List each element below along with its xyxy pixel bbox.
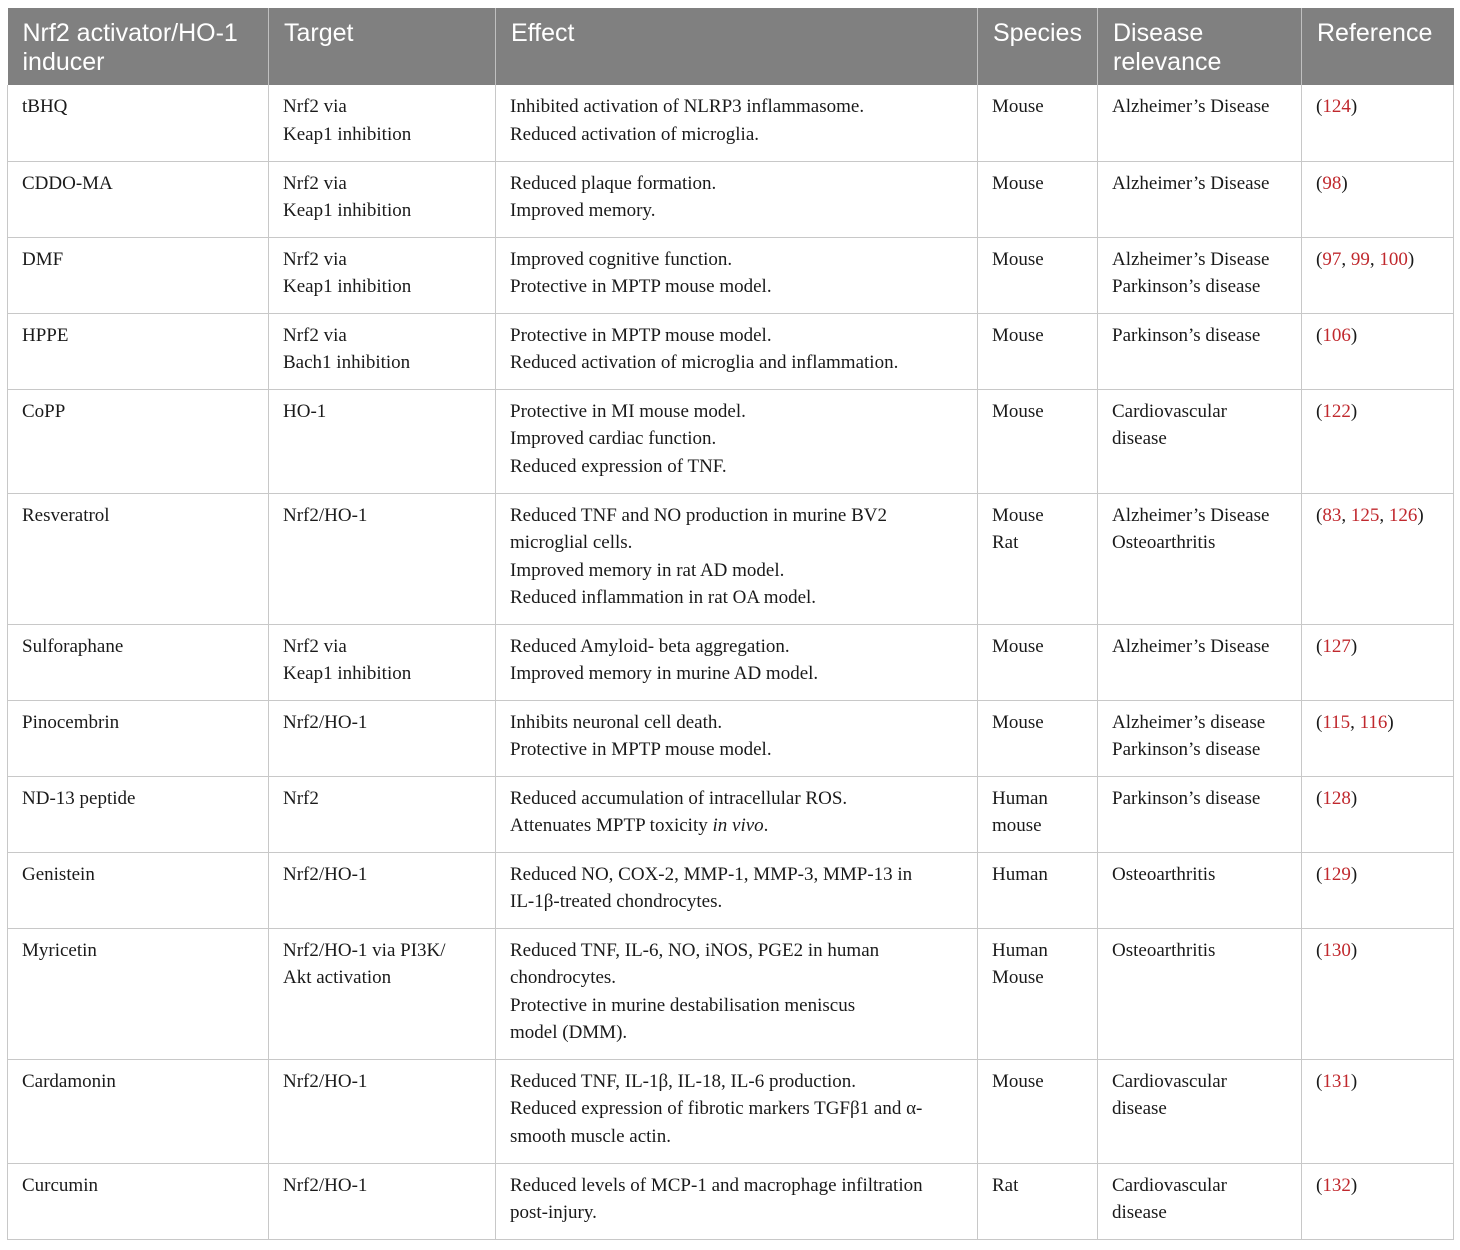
ref-close-paren: ) — [1387, 711, 1394, 733]
activator-name: Pinocembrin — [22, 711, 120, 733]
effect-cell — [496, 493, 978, 624]
ref-close-paren: ) — [1350, 635, 1358, 657]
effect-line: Protective in MPTP mouse model. — [510, 324, 772, 346]
effect-line: Improved memory in rat AD model. — [510, 559, 785, 581]
effect-line: Reduced expression of TNF. — [510, 455, 727, 477]
table-row — [8, 776, 1454, 852]
disease-cell — [1098, 161, 1302, 237]
species-line: Mouse — [992, 400, 1044, 422]
activator-cell — [8, 1163, 269, 1239]
effect-line: Protective in MPTP mouse model. — [510, 739, 772, 760]
effect-line: Inhibits neuronal cell death. — [510, 711, 723, 733]
reference-link[interactable]: 115 — [1322, 711, 1351, 733]
effect-line: chondrocytes. — [510, 967, 617, 988]
table-row — [8, 928, 1454, 1059]
reference-link[interactable]: 124 — [1322, 96, 1351, 117]
effect-cell — [496, 1059, 978, 1163]
activator-name: ND-13 peptide — [22, 787, 136, 809]
target-line: Nrf2/HO-1 — [283, 1174, 368, 1196]
target-cell — [269, 776, 496, 852]
header-reference: Reference — [1302, 8, 1454, 85]
disease-line: Cardiovascular — [1112, 400, 1228, 422]
reference-cell — [1302, 624, 1454, 700]
effect-line: Reduced activation of microglia. — [510, 123, 760, 145]
effect-line: Reduced TNF, IL-1β, IL-18, IL-6 production. — [510, 1070, 857, 1092]
disease-line: Alzheimer’s Disease — [1112, 504, 1270, 526]
target-cell — [269, 1059, 496, 1163]
target-cell — [269, 493, 496, 624]
activator-name: Curcumin — [22, 1174, 98, 1196]
reference-cell — [1302, 1163, 1454, 1239]
activator-cell — [8, 313, 269, 389]
disease-line: Alzheimer’s Disease — [1112, 248, 1270, 270]
species-cell — [978, 493, 1098, 624]
ref-close-paren: ) — [1350, 863, 1358, 885]
table-row — [8, 389, 1454, 493]
reference-link[interactable]: 97 — [1322, 248, 1342, 270]
activator-name: Myricetin — [22, 939, 97, 961]
effect-line: Protective in murine destabilisation meniscus — [510, 994, 856, 1016]
target-line: Keap1 inhibition — [283, 276, 412, 297]
disease-cell — [1098, 237, 1302, 313]
activator-cell — [8, 1059, 269, 1163]
header-effect: Effect — [496, 8, 978, 85]
species-line: Mouse — [992, 324, 1044, 346]
effect-line: Reduced TNF and NO production in murine BV2 — [510, 504, 887, 526]
italic-term: in vivo — [712, 815, 764, 836]
activator-name: CDDO-MA — [22, 172, 113, 194]
disease-line: Osteoarthritis — [1112, 939, 1216, 961]
ref-close-paren: ) — [1350, 1174, 1358, 1196]
ref-close-paren: ) — [1341, 172, 1348, 194]
header-target: Target — [269, 8, 496, 85]
target-line: Keap1 inhibition — [283, 663, 412, 684]
table-row — [8, 624, 1454, 700]
disease-cell — [1098, 776, 1302, 852]
target-line: HO-1 — [283, 400, 327, 422]
species-cell — [978, 1059, 1098, 1163]
table-row — [8, 493, 1454, 624]
target-cell — [269, 313, 496, 389]
ref-open-paren: ( — [1316, 400, 1323, 422]
target-line: Keap1 inhibition — [283, 123, 412, 145]
activator-cell — [8, 389, 269, 493]
species-cell — [978, 389, 1098, 493]
reference-link[interactable]: 100 — [1379, 248, 1408, 270]
reference-link[interactable]: 128 — [1322, 787, 1351, 809]
reference-link[interactable]: 132 — [1322, 1174, 1351, 1196]
target-line: Nrf2/HO-1 via PI3K/ — [283, 939, 446, 961]
activator-cell — [8, 776, 269, 852]
effect-cell — [496, 624, 978, 700]
disease-line: Alzheimer’s Disease — [1112, 635, 1270, 657]
effect-line: Improved memory in murine AD model. — [510, 663, 819, 684]
species-line: Human — [992, 863, 1048, 885]
disease-cell — [1098, 493, 1302, 624]
ref-open-paren: ( — [1316, 96, 1323, 117]
disease-cell — [1098, 1059, 1302, 1163]
reference-cell — [1302, 700, 1454, 776]
species-line: Human — [992, 787, 1048, 809]
reference-cell — [1302, 493, 1454, 624]
effect-line: Reduced NO, COX-2, MMP-1, MMP-3, MMP-13 in — [510, 863, 913, 885]
effect-cell — [496, 237, 978, 313]
header-activator: Nrf2 activator/HO-1 inducer — [8, 8, 269, 85]
ref-open-paren: ( — [1316, 504, 1323, 526]
effect-cell — [496, 389, 978, 493]
disease-line: Parkinson’s disease — [1112, 276, 1261, 297]
activator-name: CoPP — [22, 400, 66, 422]
reference-link[interactable]: 98 — [1322, 172, 1342, 194]
target-line: Keap1 inhibition — [283, 200, 412, 221]
reference-cell — [1302, 928, 1454, 1059]
species-line: Rat — [992, 1174, 1019, 1196]
effect-line: Reduced inflammation in rat OA model. — [510, 587, 817, 608]
compound-table — [7, 8, 1454, 1240]
effect-line: Protective in MI mouse model. — [510, 400, 746, 422]
ref-close-paren: ) — [1350, 96, 1358, 117]
activator-name: Cardamonin — [22, 1070, 116, 1092]
disease-cell — [1098, 85, 1302, 161]
effect-cell — [496, 776, 978, 852]
reference-cell — [1302, 852, 1454, 928]
activator-cell — [8, 237, 269, 313]
effect-line: Attenuates MPTP toxicity in vivo. — [510, 815, 769, 836]
disease-line: Parkinson’s disease — [1112, 324, 1261, 346]
target-cell — [269, 852, 496, 928]
effect-line: Improved cardiac function. — [510, 428, 717, 449]
disease-cell — [1098, 313, 1302, 389]
reference-link[interactable]: 127 — [1322, 635, 1351, 657]
reference-link[interactable]: 129 — [1322, 863, 1351, 885]
species-cell — [978, 313, 1098, 389]
species-line: Mouse — [992, 96, 1044, 117]
activator-cell — [8, 161, 269, 237]
disease-line: disease — [1112, 1098, 1167, 1119]
species-cell — [978, 928, 1098, 1059]
species-line: Mouse — [992, 1070, 1044, 1092]
effect-cell — [496, 313, 978, 389]
disease-cell — [1098, 1163, 1302, 1239]
ref-open-paren: ( — [1316, 1070, 1323, 1092]
target-line: Nrf2/HO-1 — [283, 504, 368, 526]
species-cell — [978, 776, 1098, 852]
target-cell — [269, 928, 496, 1059]
effect-line: Reduced levels of MCP-1 and macrophage infiltration — [510, 1174, 923, 1196]
target-line: Nrf2/HO-1 — [283, 1070, 368, 1092]
target-line: Nrf2 via — [283, 96, 347, 117]
effect-cell — [496, 928, 978, 1059]
ref-open-paren: ( — [1316, 248, 1323, 270]
disease-line: Osteoarthritis — [1112, 863, 1216, 885]
ref-close-paren: ) — [1350, 939, 1358, 961]
target-line: Nrf2 via — [283, 324, 347, 346]
species-cell — [978, 161, 1098, 237]
effect-line: Protective in MPTP mouse model. — [510, 276, 772, 297]
ref-open-paren: ( — [1316, 863, 1323, 885]
effect-cell — [496, 1163, 978, 1239]
ref-separator: , — [1369, 248, 1380, 270]
effect-cell — [496, 852, 978, 928]
table-row — [8, 161, 1454, 237]
effect-cell — [496, 161, 978, 237]
effect-line: Reduced Amyloid- beta aggregation. — [510, 635, 790, 657]
effect-line: smooth muscle actin. — [510, 1125, 671, 1147]
disease-line: disease — [1112, 428, 1167, 449]
target-line: Bach1 inhibition — [283, 352, 411, 373]
disease-cell — [1098, 852, 1302, 928]
species-line: Mouse — [992, 967, 1044, 988]
ref-open-paren: ( — [1316, 635, 1323, 657]
target-line: Nrf2/HO-1 — [283, 863, 368, 885]
target-line: Nrf2 — [283, 787, 319, 809]
reference-link[interactable]: 126 — [1388, 504, 1418, 526]
disease-line: Alzheimer’s Disease — [1112, 172, 1270, 194]
activator-cell — [8, 852, 269, 928]
effect-cell — [496, 85, 978, 161]
disease-line: Parkinson’s disease — [1112, 739, 1261, 760]
species-line: Mouse — [992, 504, 1044, 526]
activator-cell — [8, 624, 269, 700]
ref-open-paren: ( — [1316, 711, 1323, 733]
disease-line: Alzheimer’s disease — [1112, 711, 1266, 733]
disease-line: Osteoarthritis — [1112, 532, 1216, 553]
reference-cell — [1302, 389, 1454, 493]
effect-line: model (DMM). — [510, 1022, 628, 1043]
effect-line: Reduced accumulation of intracellular ROS. — [510, 787, 848, 809]
activator-name: Genistein — [22, 863, 95, 885]
ref-close-paren: ) — [1350, 400, 1358, 422]
species-line: Mouse — [992, 711, 1044, 733]
effect-line: microglial cells. — [510, 532, 633, 553]
effect-line: Reduced activation of microglia and inflammation. — [510, 352, 899, 373]
effect-line: IL-1β-treated chondrocytes. — [510, 891, 723, 912]
reference-cell — [1302, 776, 1454, 852]
target-line: Nrf2 via — [283, 248, 347, 270]
species-line: Mouse — [992, 635, 1044, 657]
activator-name: Resveratrol — [22, 504, 110, 526]
activator-name: Sulforaphane — [22, 635, 124, 657]
species-cell — [978, 1163, 1098, 1239]
header-row — [8, 8, 1454, 85]
ref-open-paren: ( — [1316, 172, 1323, 194]
effect-cell — [496, 700, 978, 776]
species-line: Human — [992, 939, 1048, 961]
species-line: Mouse — [992, 248, 1044, 270]
disease-cell — [1098, 700, 1302, 776]
disease-line: Cardiovascular — [1112, 1174, 1228, 1196]
activator-cell — [8, 493, 269, 624]
reference-link[interactable]: 106 — [1322, 324, 1351, 346]
reference-link[interactable]: 130 — [1322, 939, 1351, 961]
species-cell — [978, 624, 1098, 700]
disease-cell — [1098, 624, 1302, 700]
disease-line: Cardiovascular — [1112, 1070, 1228, 1092]
activator-cell — [8, 928, 269, 1059]
ref-open-paren: ( — [1316, 787, 1323, 809]
target-cell — [269, 1163, 496, 1239]
ref-separator: , — [1379, 504, 1389, 526]
species-cell — [978, 85, 1098, 161]
reference-link[interactable]: 99 — [1350, 248, 1370, 270]
disease-cell — [1098, 928, 1302, 1059]
ref-open-paren: ( — [1316, 939, 1323, 961]
target-line: Nrf2 via — [283, 635, 347, 657]
target-cell — [269, 624, 496, 700]
effect-line: Inhibited activation of NLRP3 inflammasome. — [510, 96, 865, 117]
species-cell — [978, 852, 1098, 928]
reference-cell — [1302, 161, 1454, 237]
table-row — [8, 85, 1454, 161]
header-disease: Disease relevance — [1098, 8, 1302, 85]
target-cell — [269, 700, 496, 776]
activator-name: DMF — [22, 248, 64, 270]
activator-cell — [8, 85, 269, 161]
effect-line: Improved memory. — [510, 200, 656, 221]
effect-line: Improved cognitive function. — [510, 248, 733, 270]
reference-cell — [1302, 85, 1454, 161]
ref-separator: , — [1341, 248, 1351, 270]
reference-cell — [1302, 313, 1454, 389]
reference-cell — [1302, 237, 1454, 313]
target-cell — [269, 237, 496, 313]
species-line: Rat — [992, 532, 1019, 553]
reference-link[interactable]: 122 — [1322, 400, 1351, 422]
effect-line: Reduced TNF, IL-6, NO, iNOS, PGE2 in human — [510, 939, 880, 961]
target-cell — [269, 85, 496, 161]
disease-line: Alzheimer’s Disease — [1112, 96, 1270, 117]
ref-open-paren: ( — [1316, 324, 1323, 346]
activator-name: HPPE — [22, 324, 69, 346]
reference-link[interactable]: 125 — [1350, 504, 1380, 526]
reference-cell — [1302, 1059, 1454, 1163]
species-cell — [978, 700, 1098, 776]
species-cell — [978, 237, 1098, 313]
species-line: Mouse — [992, 172, 1044, 194]
reference-link[interactable]: 131 — [1322, 1070, 1351, 1092]
effect-line: Reduced expression of fibrotic markers TGFβ1 and α- — [510, 1098, 923, 1119]
ref-close-paren: ) — [1350, 787, 1358, 809]
target-line: Akt activation — [283, 967, 392, 988]
reference-link[interactable]: 83 — [1322, 504, 1342, 526]
disease-line: disease — [1112, 1202, 1167, 1223]
ref-separator: , — [1350, 711, 1360, 733]
table-row — [8, 1059, 1454, 1163]
ref-close-paren: ) — [1417, 504, 1424, 526]
effect-line: Reduced plaque formation. — [510, 172, 717, 194]
target-line: Nrf2 via — [283, 172, 347, 194]
activator-name: tBHQ — [22, 96, 68, 117]
table-row — [8, 700, 1454, 776]
target-cell — [269, 389, 496, 493]
disease-cell — [1098, 389, 1302, 493]
table-row — [8, 852, 1454, 928]
header-species: Species — [978, 8, 1098, 85]
target-line: Nrf2/HO-1 — [283, 711, 368, 733]
ref-separator: , — [1341, 504, 1351, 526]
reference-link[interactable]: 116 — [1359, 711, 1388, 733]
target-cell — [269, 161, 496, 237]
table-row — [8, 313, 1454, 389]
ref-open-paren: ( — [1316, 1174, 1323, 1196]
species-line: mouse — [992, 815, 1042, 836]
table-row — [8, 237, 1454, 313]
activator-cell — [8, 700, 269, 776]
ref-close-paren: ) — [1350, 1070, 1358, 1092]
effect-line: post-injury. — [510, 1202, 597, 1223]
disease-line: Parkinson’s disease — [1112, 787, 1261, 809]
ref-close-paren: ) — [1407, 248, 1415, 270]
table-row — [8, 1163, 1454, 1239]
ref-close-paren: ) — [1350, 324, 1358, 346]
